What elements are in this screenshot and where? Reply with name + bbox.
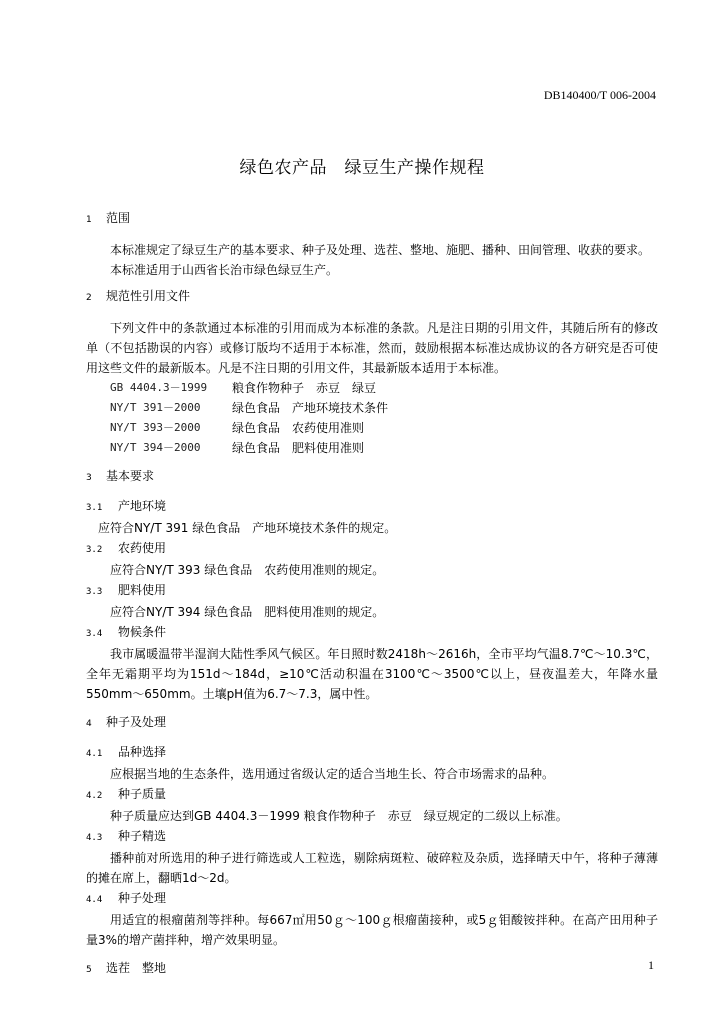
subsection-heading [86,496,658,518]
reference-item [86,398,658,418]
subsection-heading [86,742,658,764]
subsection-heading [86,622,658,644]
paragraph: 应符合NY/T 394 绿色食品 肥料使用准则的规定。 [110,605,385,619]
subsection-title: 农药使用 [118,541,167,555]
subsection-heading [86,784,658,806]
subsection-number: 3.2 [86,545,103,555]
section-2-heading [86,286,658,308]
paragraph: 应符合NY/T 393 绿色食品 农药使用准则的规定。 [110,563,385,577]
document-title: 绿色农产品 绿豆生产操作规程 [239,158,485,178]
reference-code: NY/T 391－2000 [110,401,201,414]
subsection-number: 4.4 [86,895,103,905]
reference-name: 粮食作物种子 赤豆 绿豆 [232,381,377,395]
subsection-title: 种子精选 [118,829,167,843]
reference-name: 绿色食品 农药使用准则 [232,421,365,435]
section-title: 选茬 整地 [106,961,167,975]
subsection-number: 3.3 [86,587,103,597]
paragraph: 本标准适用于山西省长治市绿色绿豆生产。 [110,263,339,277]
subsection-heading [86,888,658,910]
subsection-number: 3.4 [86,629,103,639]
section-number: 3 [86,473,92,483]
subsection-heading [86,580,658,602]
page-number: 1 [648,958,654,972]
subsection-title: 品种选择 [118,745,167,759]
standard-code: DB140400/T 006-2004 [543,88,656,102]
subsection-number: 4.3 [86,833,103,843]
paragraph: 应符合NY/T 391 绿色食品 产地环境技术条件的规定。 [98,521,397,535]
subsection-title: 肥料使用 [118,583,167,597]
subsection-number: 3.1 [86,503,103,513]
reference-code: NY/T 394－2000 [110,441,201,454]
paragraph: 下列文件中的条款通过本标准的引用而成为本标准的条款。凡是注日期的引用文件，其随后所有的修改单（不包括勘误的内容）或修订版均不适用于本标准，然而，鼓励根据本标准达成协议的各方研究是否可使用这些文件的最新版本。凡是不注日期的引用文件，其最新版本适用于本标准。 [86,321,658,375]
reference-name: 绿色食品 产地环境技术条件 [232,401,389,415]
reference-code: NY/T 393－2000 [110,421,201,434]
section-number: 5 [86,965,92,975]
section-title: 范围 [106,211,131,225]
section-1-heading [86,208,658,230]
paragraph: 播种前对所选用的种子进行筛选或人工粒选，剔除病斑粒、破碎粒及杂质，选择晴天中午，将种子薄薄的摊在席上，翻晒1d～2d。 [86,851,658,885]
section-4-heading [86,712,658,734]
section-number: 2 [86,293,92,303]
section-5-heading [86,958,658,980]
section-title: 规范性引用文件 [106,289,191,303]
reference-code: GB 4404.3－1999 [110,381,208,394]
subsection-title: 物候条件 [118,625,167,639]
section-number: 1 [86,215,92,225]
reference-item [86,418,658,438]
reference-name: 绿色食品 肥料使用准则 [232,441,365,455]
paragraph: 我市属暖温带半湿润大陆性季风气候区。年日照时数2418h～2616h，全市平均气温8.7℃～10.3℃，全年无霜期平均为151d～184d，≥10℃活动积温在3100℃～3500℃以上，昼夜温差大，年降水量550mm～650mm。土壤pH值为6.7～7.3，属中性。 [86,647,658,701]
reference-item [86,378,658,398]
section-3-heading [86,466,658,488]
subsection-title: 种子质量 [118,787,167,801]
paragraph: 应根据当地的生态条件，选用通过省级认定的适合当地生长、符合市场需求的品种。 [110,767,555,781]
subsection-heading [86,826,658,848]
subsection-heading [86,538,658,560]
section-title: 种子及处理 [106,715,167,729]
subsection-number: 4.1 [86,749,103,759]
paragraph: 本标准规定了绿豆生产的基本要求、种子及处理、选茬、整地、施肥、播种、田间管理、收获的要求。 [110,243,651,257]
paragraph: 种子质量应达到GB 4404.3－1999 粮食作物种子 赤豆 绿豆规定的二级以上标准。 [110,809,568,823]
subsection-title: 产地环境 [118,499,167,513]
section-number: 4 [86,719,92,729]
subsection-title: 种子处理 [118,891,167,905]
paragraph: 用适宜的根瘤菌剂等拌种。每667㎡用50ｇ～100ｇ根瘤菌接种，或5ｇ钼酸铵拌种。在高产田用种子量3%的增产菌拌种，增产效果明显。 [86,913,658,947]
section-title: 基本要求 [106,469,155,483]
reference-item [86,438,658,458]
document-body [86,208,658,980]
subsection-number: 4.2 [86,791,103,801]
